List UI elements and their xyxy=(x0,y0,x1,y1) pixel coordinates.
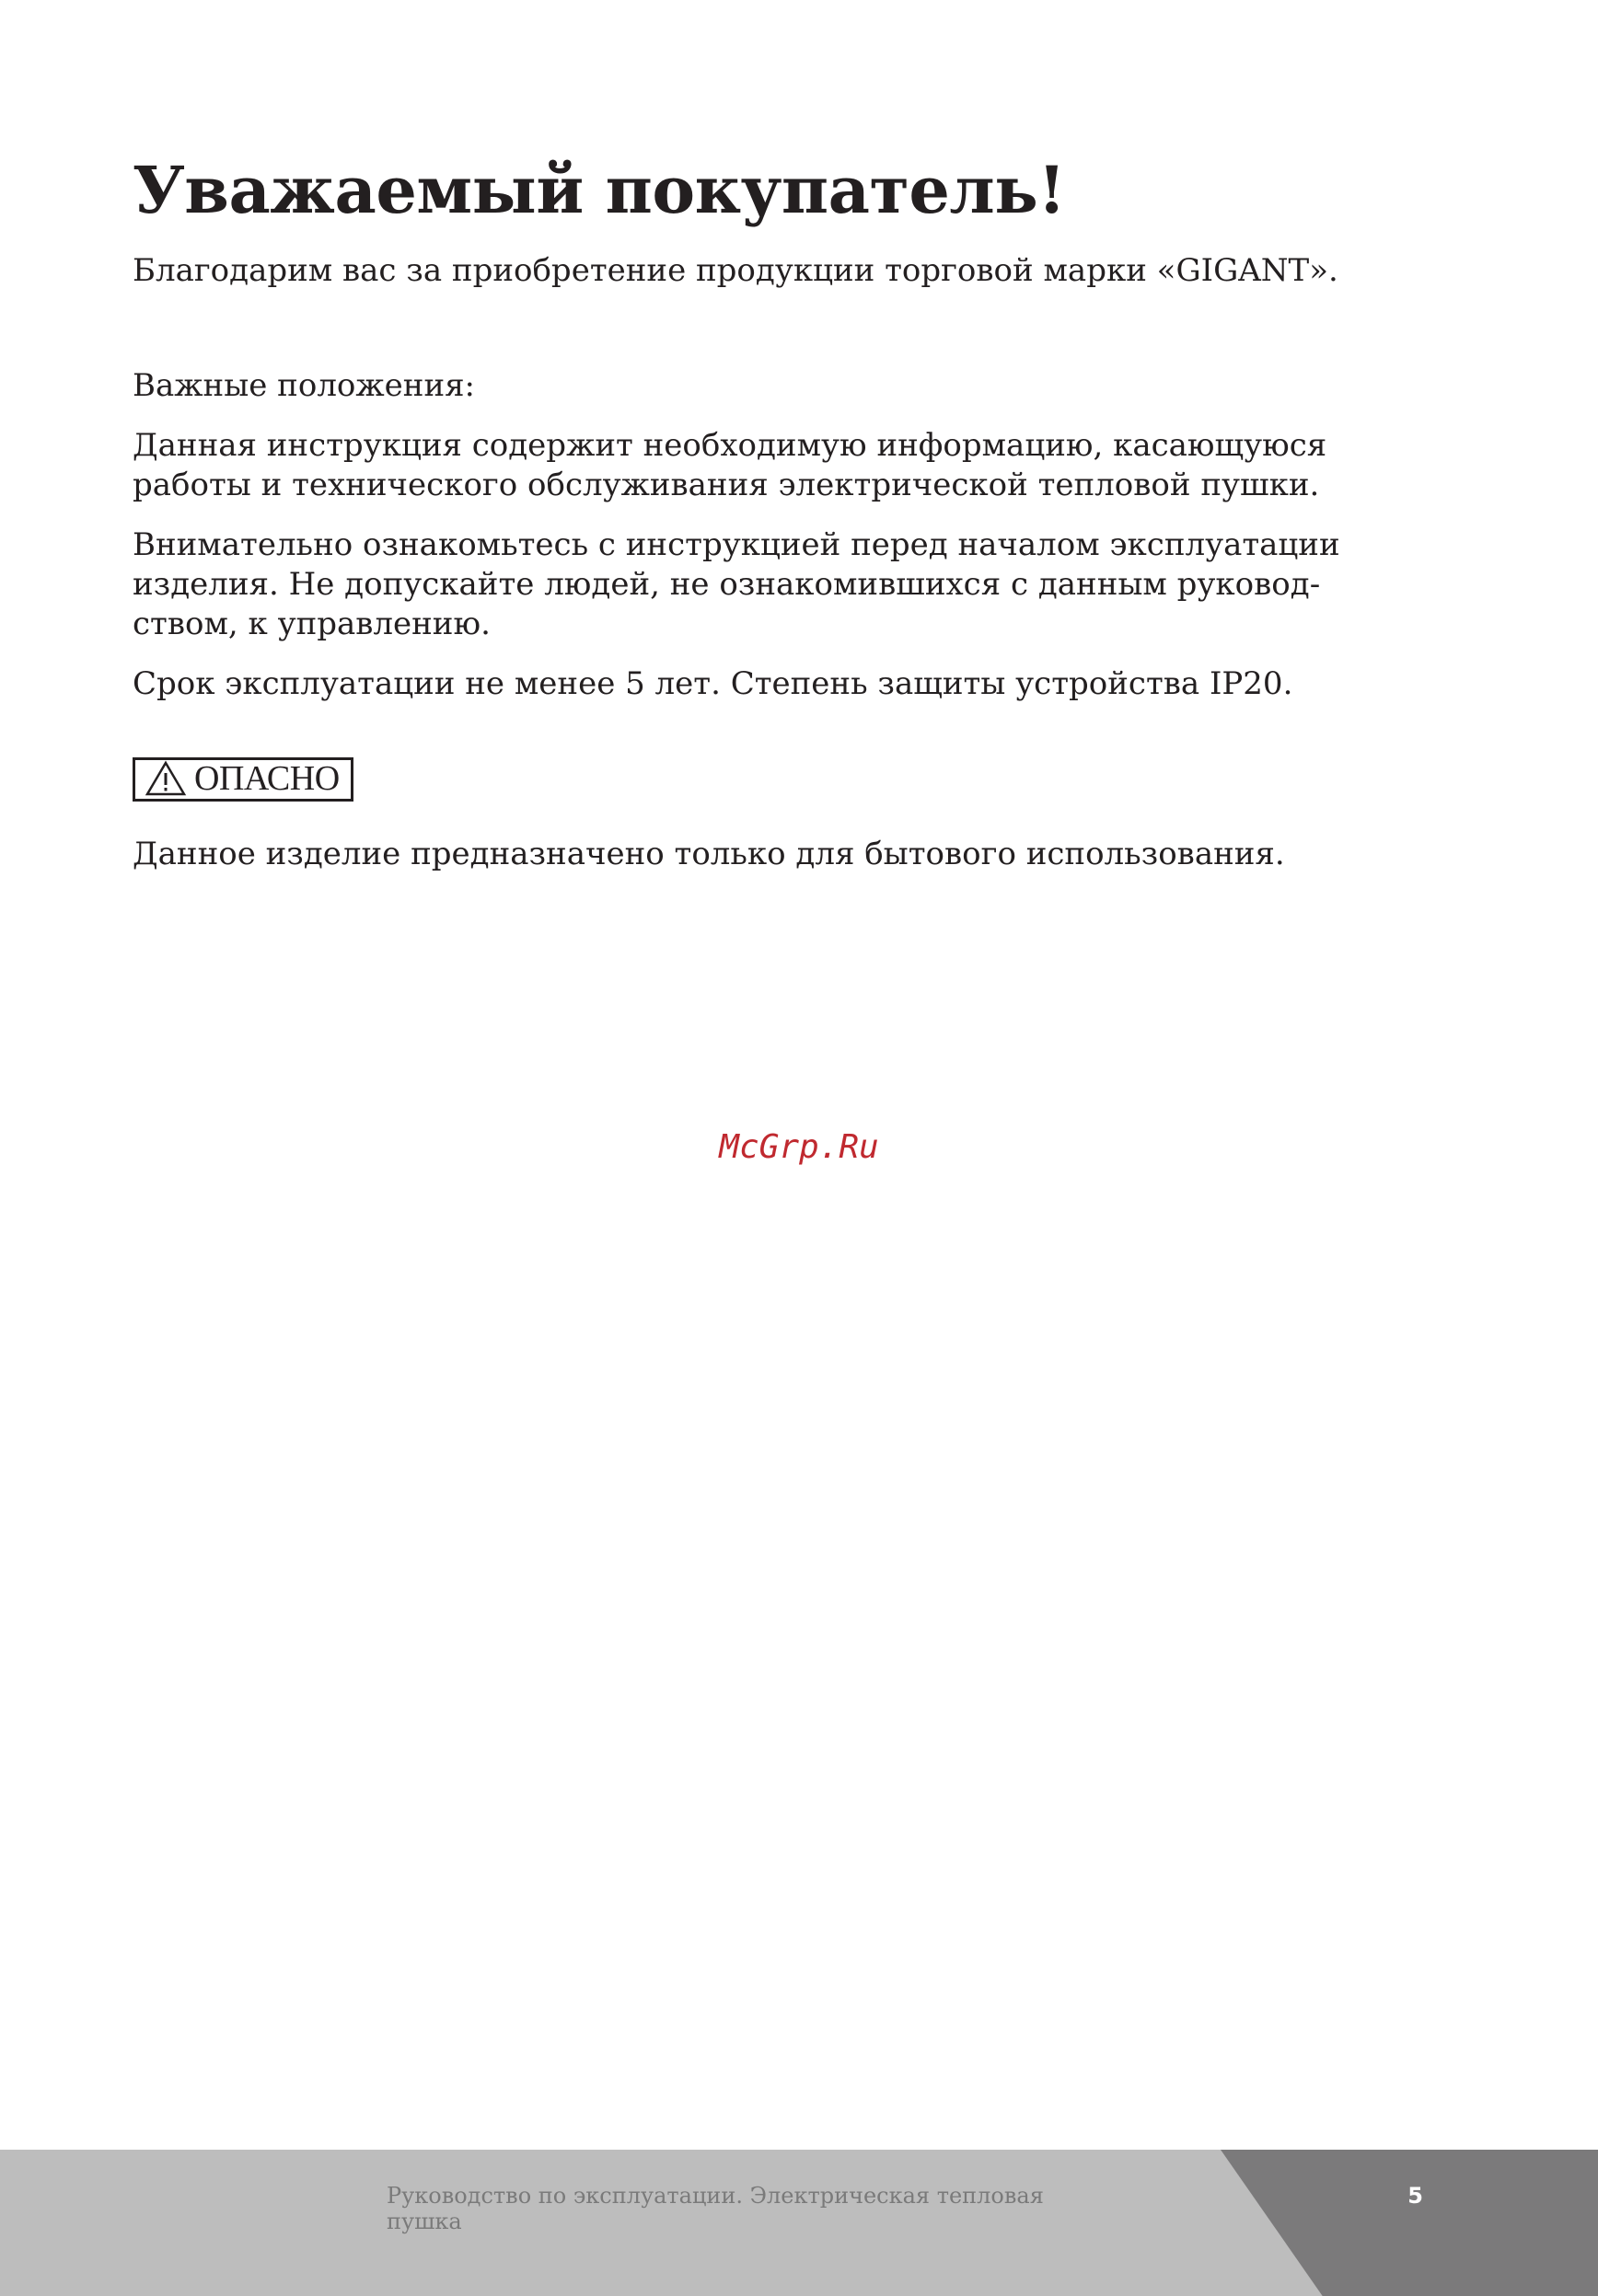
danger-text: Данное изделие предназначено только для бытового использования. xyxy=(133,836,1285,872)
paragraph-instructions: Данная инструкция содержит необходимую информацию, касающуюся работы и технического обслуживания электрической тепловой пушки. xyxy=(133,427,1327,503)
page-footer xyxy=(0,2150,1598,2296)
watermark: McGrp.Ru xyxy=(719,1128,879,1166)
danger-label: ОПАСНО xyxy=(194,759,340,798)
page-title: Уважаемый покупатель! xyxy=(133,152,1066,228)
page-number: 5 xyxy=(1407,2183,1423,2209)
paragraph-read-carefully: Внимательно ознакомьтесь с инструкцией перед началом эксплуатации изделия. Не допускайте людей, не ознакомившихся с данным руководством, к управлению. xyxy=(133,526,1340,642)
footer-title: Руководство по эксплуатации. Электрическая тепловая пушка xyxy=(387,2183,1044,2234)
danger-badge xyxy=(133,757,353,802)
warning-triangle-icon xyxy=(145,760,187,797)
footer-accent xyxy=(1221,2150,1598,2296)
thanks-text: Благодарим вас за приобретение продукции торговой марки «GIGANT». xyxy=(133,252,1338,289)
important-label: Важные положения: xyxy=(133,367,476,404)
page-content xyxy=(133,152,1403,874)
paragraph-service-life: Срок эксплуатации не менее 5 лет. Степень защиты устройства IP20. xyxy=(133,665,1293,702)
